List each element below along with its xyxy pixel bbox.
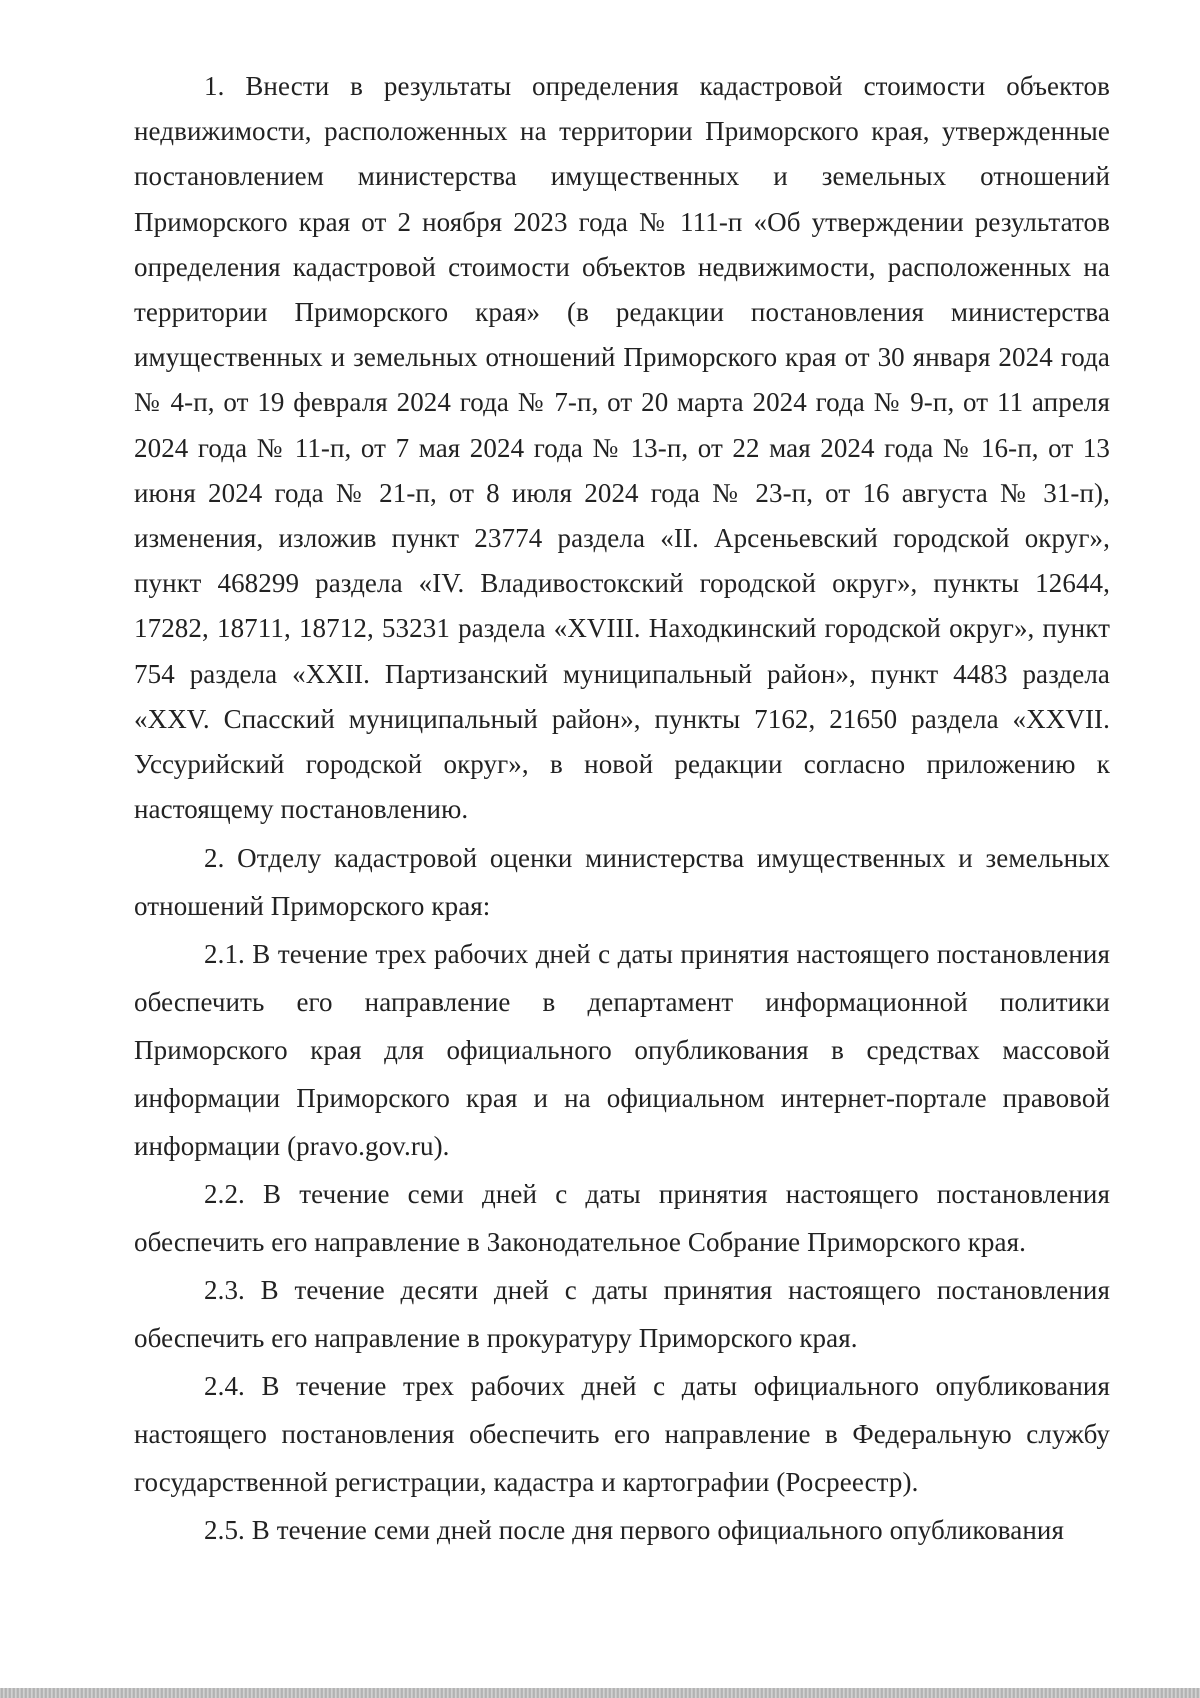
paragraph-2-1-publication: 2.1. В течение трех рабочих дней с даты принятия настоящего постановления обеспечить его направление в департамент информационной политики Приморского края для официального опубликования в средствах массовой информации Приморского края и на официальном интернет-портале правовой информации (pravo.gov.ru). bbox=[134, 939, 1110, 1162]
paragraph-2-instruction: 2. Отделу кадастровой оценки министерства имущественных и земельных отношений Приморского края: bbox=[134, 843, 1110, 922]
paragraph-2-5-partial: 2.5. В течение семи дней после дня первого официального опубликования bbox=[204, 1515, 1064, 1546]
scan-bottom-edge bbox=[0, 1688, 1200, 1698]
paragraph-2-4-rosreestr: 2.4. В течение трех рабочих дней с даты официального опубликования настоящего постановления обеспечить его направление в Федеральную службу государственной регистрации, кадастра и картографии (Росреестр). bbox=[134, 1371, 1110, 1498]
paragraph-1-amendments: 1. Внести в результаты определения кадастровой стоимости объектов недвижимости, расположенных на территории Приморского края, утвержденные постановлением министерства имущественных и земельных отношений Приморского края от 2 ноября 2023 года № 111-п «Об утверждении результатов определения кадастровой стоимости объектов недвижимости, расположенных на территории Приморского края» (в редакции постановления министерства имущественных и земельных отношений Приморского края от 30 января 2024 года № 4-п, от 19 февраля 2024 года № 7-п, от 20 марта 2024 года № 9-п, от 11 апреля 2024 года № 11-п, от 7 мая 2024 года № 13-п, от 22 мая 2024 года № 16-п, от 13 июня 2024 года № 21-п, от 8 июля 2024 года № 23-п, от 16 августа № 31-п), изменения, изложив пункт 23774 раздела «II. Арсеньевский городской округ», пункт 468299 раздела «IV. Владивостокский городской округ», пункты 12644, 17282, 18711, 18712, 53231 раздела «XVIII. Находкинский городской округ», пункт 754 раздела «XXII. Партизанский муниципальный район», пункт 4483 раздела «XXV. Спасский муниципальный район», пункты 7162, 21650 раздела «XXVII. Уссурийский городской округ», в новой редакции согласно приложению к настоящему постановлению. bbox=[134, 71, 1110, 825]
paragraph-2-2-legislative-assembly: 2.2. В течение семи дней с даты принятия настоящего постановления обеспечить его направление в Законодательное Собрание Приморского края. bbox=[134, 1179, 1110, 1258]
paragraph-2-3-prosecutor: 2.3. В течение десяти дней с даты принятия настоящего постановления обеспечить его направление в прокуратуру Приморского края. bbox=[134, 1275, 1110, 1354]
document-body bbox=[134, 64, 1110, 1554]
